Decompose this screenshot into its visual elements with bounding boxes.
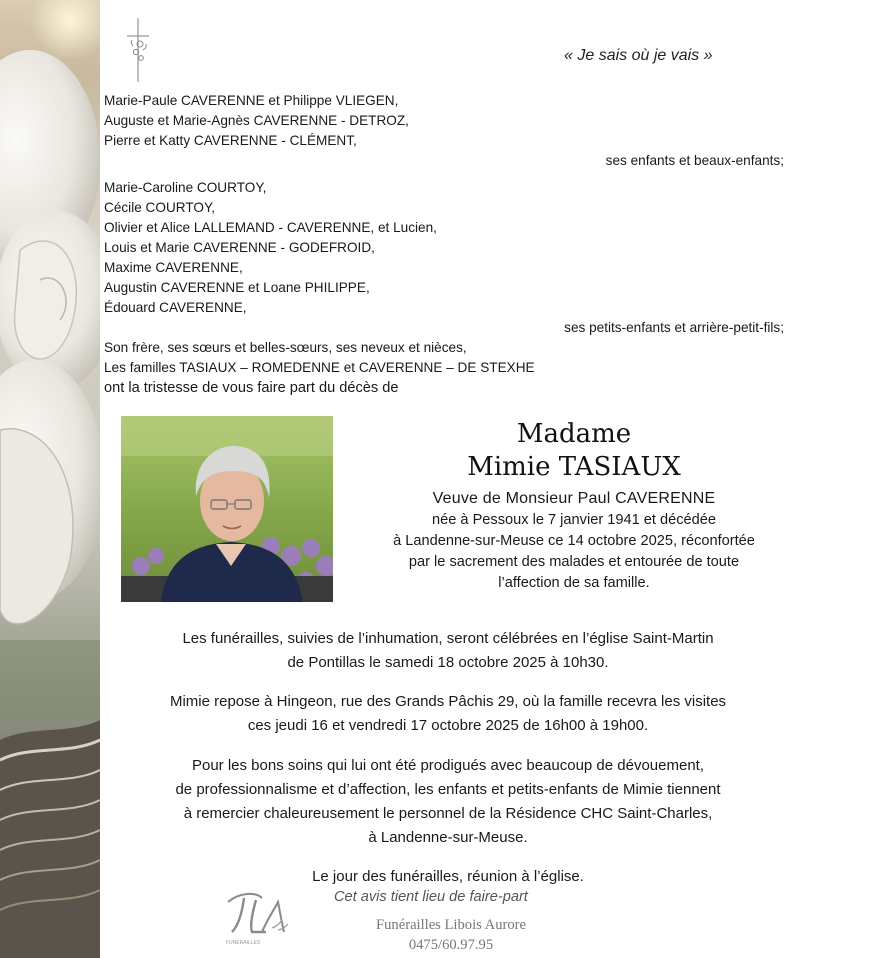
motto-quote: « Je sais où je vais » xyxy=(564,47,713,64)
thanks-line: à Landenne-sur-Meuse. xyxy=(368,829,528,846)
funeral-line: Les funérailles, suivies de l’inhumation, seront célébrées en l’église Saint-Martin xyxy=(182,630,714,647)
grandchildren-line: Louis et Marie CAVERENNE - GODEFROID, xyxy=(104,240,375,255)
visit-line: Mimie repose à Hingeon, rue des Grands Pâchis 29, où la famille recevra les visites xyxy=(169,693,727,710)
others-line: Les familles TASIAUX – ROMEDENNE et CAVERENNE – DE STEXHE xyxy=(104,360,535,375)
thanks-line: de professionnalisme et d’affection, les enfants et petits-enfants de Mimie tiennent xyxy=(175,781,721,798)
grandchildren-line: Cécile COURTOY, xyxy=(104,200,216,215)
logo-text: FUNÉRAILLES xyxy=(226,940,261,946)
deceased-name: Mimie TASIAUX xyxy=(467,452,681,482)
children-line: Pierre et Katty CAVERENNE - CLÉMENT, xyxy=(104,133,357,148)
gathering-note xyxy=(100,865,796,889)
grandchildren-line: Maxime CAVERENNE, xyxy=(104,260,243,275)
thanks-paragraph xyxy=(100,754,796,850)
family-list xyxy=(104,91,784,398)
bio-line: à Landenne-sur-Meuse ce 14 octobre 2025, réconfortée xyxy=(393,533,755,549)
thanks-line: Pour les bons soins qui lui ont été prodigués avec beaucoup de dévouement, xyxy=(191,757,704,774)
footer-note: Cet avis tient lieu de faire-part xyxy=(334,889,528,905)
visit-line: ces jeudi 16 et vendredi 17 octobre 2025 de 16h00 à 19h00. xyxy=(247,717,649,734)
grandchildren-label: ses petits-enfants et arrière-petit-fils; xyxy=(564,320,784,335)
funeral-line: de Pontillas le samedi 18 octobre 2025 à 10h30. xyxy=(287,654,609,671)
grandchildren-line: Olivier et Alice LALLEMAND - CAVERENNE, et Lucien, xyxy=(104,220,437,235)
children-line: Auguste et Marie-Agnès CAVERENNE - DETROZ, xyxy=(104,113,409,128)
portrait-photo xyxy=(121,416,333,602)
decorative-rose-border xyxy=(0,0,100,958)
rose-border-image xyxy=(0,0,100,958)
announcement-line: ont la tristesse de vous faire part du décès de xyxy=(104,380,399,396)
bio-line: née à Pessoux le 7 janvier 1941 et décédée xyxy=(432,512,716,528)
deceased-block xyxy=(356,418,792,594)
funeral-home-info xyxy=(356,915,546,955)
grandchildren-line: Édouard CAVERENNE, xyxy=(104,300,247,315)
grandchildren-line: Augustin CAVERENNE et Loane PHILIPPE, xyxy=(104,280,370,295)
children-line: Marie-Paule CAVERENNE et Philippe VLIEGEN, xyxy=(104,93,399,108)
bio-line: l’affection de sa famille. xyxy=(498,575,650,591)
grandchildren-line: Marie-Caroline COURTOY, xyxy=(104,180,267,195)
widow-line: Veuve de Monsieur Paul CAVERENNE xyxy=(432,490,716,507)
funeral-paragraph xyxy=(100,627,796,675)
funeral-home-phone: 0475/60.97.95 xyxy=(408,937,494,953)
funeral-home-logo xyxy=(222,888,294,948)
cross-icon xyxy=(124,16,152,84)
deceased-title: Madame xyxy=(516,419,632,449)
bio-line: par le sacrement des malades et entourée de toute xyxy=(408,554,740,570)
gathering-line: Le jour des funérailles, réunion à l’église. xyxy=(312,868,584,885)
children-label: ses enfants et beaux-enfants; xyxy=(605,153,784,168)
visit-paragraph xyxy=(100,690,796,738)
funeral-home-name: Funérailles Libois Aurore xyxy=(376,917,526,933)
thanks-line: à remercier chaleureusement le personnel de la Résidence CHC Saint-Charles, xyxy=(183,805,713,822)
others-line: Son frère, ses sœurs et belles-sœurs, ses neveux et nièces, xyxy=(104,340,467,355)
